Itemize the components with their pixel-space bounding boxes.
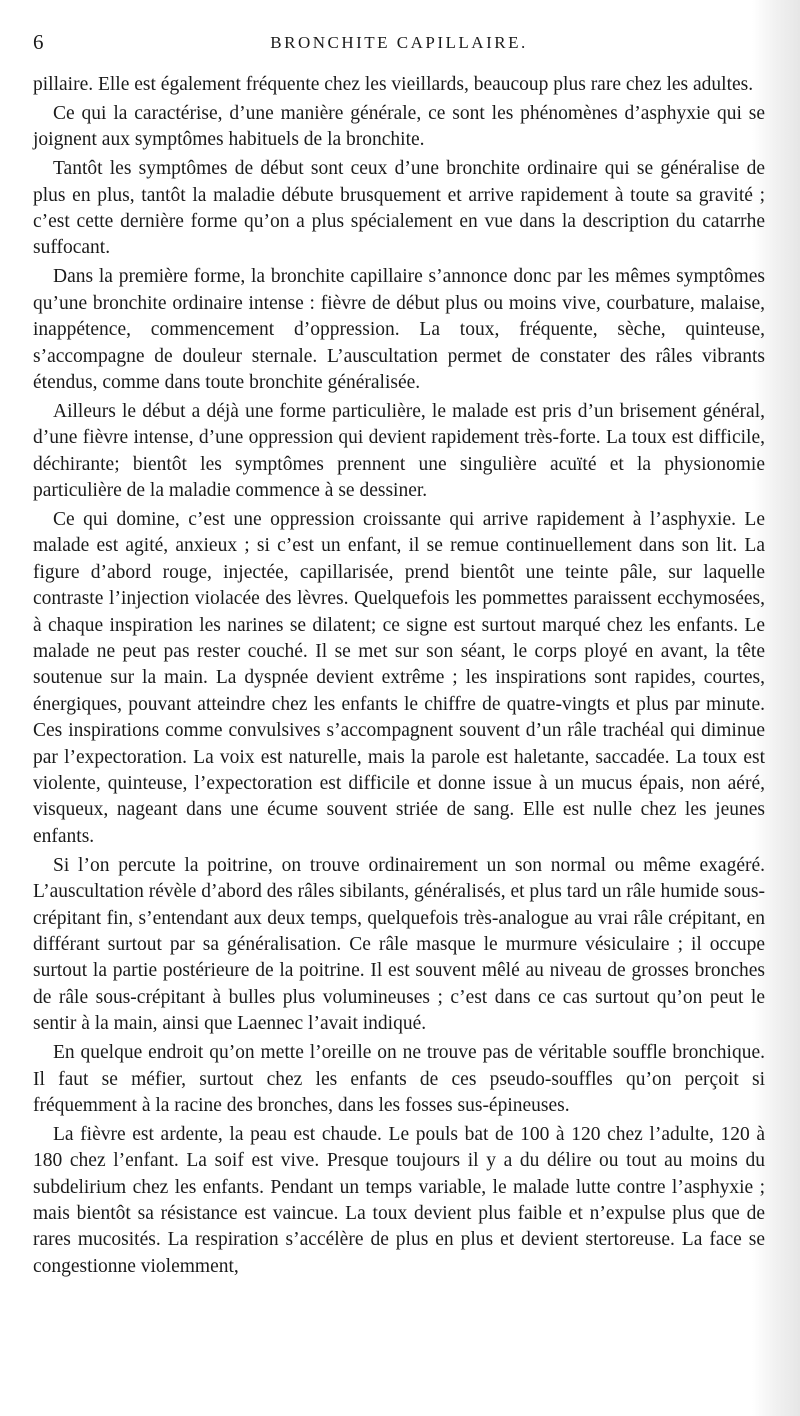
- running-title: BRONCHITE CAPILLAIRE.: [270, 33, 528, 52]
- page-header: [33, 30, 765, 60]
- paragraph: Ce qui la caractérise, d’une manière générale, ce sont les phénomènes d’asphyxie qui se joignent aux symptômes habituels de la bronchite.: [33, 102, 765, 151]
- paragraph: Ce qui domine, c’est une oppression croissante qui arrive rapidement à l’asphyxie. Le malade est agité, anxieux ; si c’est un enfant, il se remue continuellement dans son lit. La figure d’abord rouge, injectée, capillarisée, prend bientôt une teinte pâle, sur laquelle contraste l’injection violacée des lèvres. Quelquefois les pommettes paraissent ecchymosées, à chaque inspiration les narines se dilatent; ce signe est surtout marqué chez les enfants. Le malade ne peut pas rester couché. Il se met sur son séant, le corps ployé en avant, la tête soutenue sur la main. La dyspnée devient extrême ; les inspirations sont rapides, courtes, énergiques, pouvant atteindre chez les enfants le chiffre de quatre-vingts et plus par minute. Ces inspirations comme convulsives s’accompagnent souvent d’un râle trachéal qui diminue par l’expectoration. La voix est naturelle, mais la parole est haletante, saccadée. La toux est violente, quinteuse, l’expectoration est difficile et donne issue à un mucus épais, non aéré, visqueux, nageant dans une écume souvent striée de sang. Elle est nulle chez les jeunes enfants.: [33, 509, 765, 847]
- paragraph: Dans la première forme, la bronchite capillaire s’annonce donc par les mêmes symptômes qu’une bronchite ordinaire intense : fièvre de début plus ou moins vive, courbature, malaise, inappétence, commencement d’oppression. La toux, fréquente, sèche, quinteuse, s’accompagne de douleur sternale. L’auscultation permet de constater des râles vibrants étendus, comme dans toute bronchite généralisée.: [33, 266, 765, 393]
- paragraph: Tantôt les symptômes de début sont ceux d’une bronchite ordinaire qui se généralise de plus en plus, tantôt la maladie débute brusquement et arrive rapidement à toute sa gravité ; c’est cette dernière forme qu’on a plus spécialement en vue dans la description du catarrhe suffocant.: [33, 158, 765, 259]
- page-number: 6: [33, 30, 44, 54]
- paragraph: La fièvre est ardente, la peau est chaude. Le pouls bat de 100 à 120 chez l’adulte, 120 à 180 chez l’enfant. La soif est vive. Presque toujours il y a du délire ou tout au moins du subdelirium chez les enfants. Pendant un temps variable, le malade lutte contre l’asphyxie ; mais bientôt sa résistance est vaincue. La toux devient plus faible et n’expulse plus que de rares mucosités. La respiration s’accélère de plus en plus et devient stertoreuse. La face se congestionne violemment,: [33, 1123, 765, 1277]
- paragraph: pillaire. Elle est également fréquente chez les vieillards, beaucoup plus rare chez les adultes.: [33, 74, 754, 95]
- paragraph: En quelque endroit qu’on mette l’oreille on ne trouve pas de véritable souffle bronchique. Il faut se méfier, surtout chez les enfants de ces pseudo-souffles qu’on perçoit si fréquemment à la racine des bronches, dans les fosses sus-épineuses.: [33, 1042, 765, 1116]
- body-text: [33, 72, 765, 1283]
- paragraph: Si l’on percute la poitrine, on trouve ordinairement un son normal ou même exagéré. L’auscultation révèle d’abord des râles sibilants, généralisés, et plus tard un râle humide sous-crépitant fin, s’entendant aux deux temps, quelquefois très-analogue au vrai râle crépitant, en différant surtout par sa généralisation. Ce râle masque le murmure vésiculaire ; il occupe surtout la partie postérieure de la poitrine. Il est souvent mêlé au niveau de grosses bronches de râle sous-crépitant à bulles plus volumineuses ; c’est dans ce cas surtout qu’on peut le sentir à la main, ainsi que Laennec l’avait indiqué.: [33, 854, 765, 1035]
- paragraph: Ailleurs le début a déjà une forme particulière, le malade est pris d’un brisement général, d’une fièvre intense, d’une oppression qui devient rapidement très-forte. La toux est difficile, déchirante; bientôt les symptômes prennent une singulière acuïté et la physionomie particulière de la maladie commence à se dessiner.: [33, 400, 765, 502]
